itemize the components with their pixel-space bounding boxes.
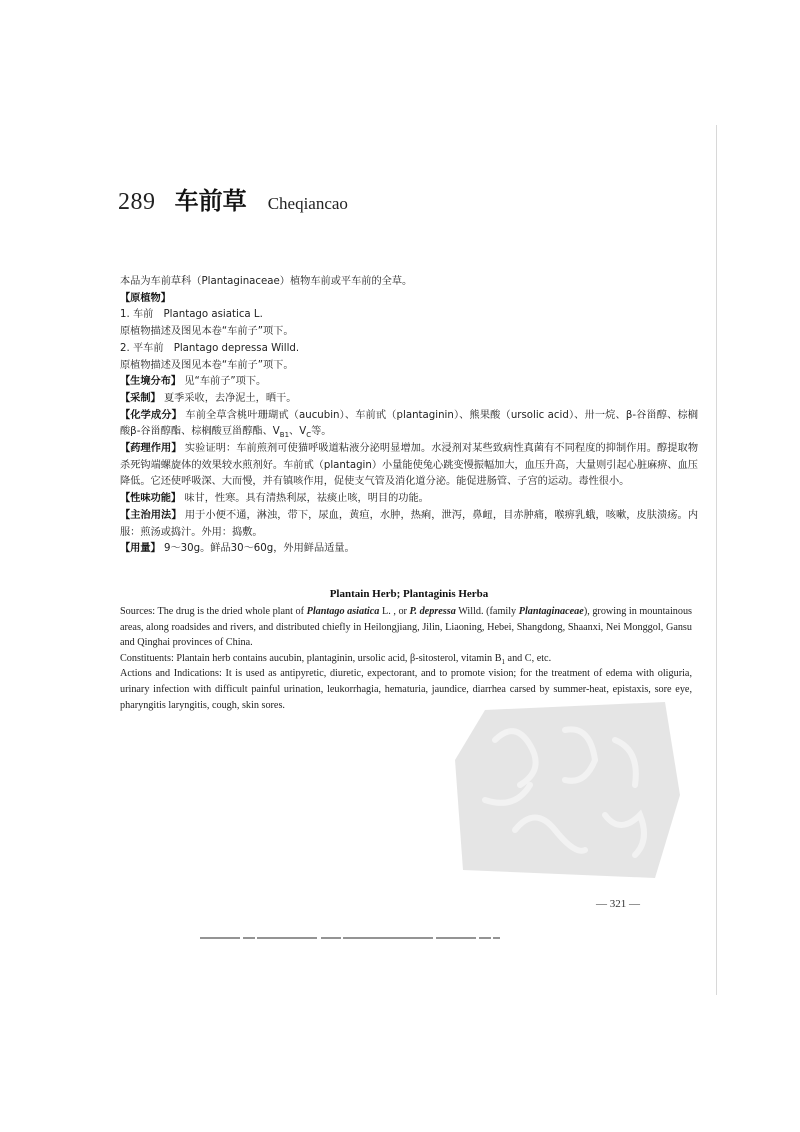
scan-artifact-line xyxy=(200,935,500,941)
sources-text-4: ), growing in mountainous areas, along roadsides and rivers, and distributed chiefly in Heilongjiang, Jilin, Liaoning, Hebei, Shangdong, Shaanxi, Nei Monggol, Gansu and Qinghai provinces of China. xyxy=(120,606,693,649)
section-heading-nature: 【性味功能】 xyxy=(120,493,182,505)
chemistry-subscript-b1: B1 xyxy=(279,431,290,440)
nature-text: 味甘，性寒。具有清热利尿，祛痰止咳，明目的功能。 xyxy=(184,493,429,505)
entry-title-chinese: 车前草 xyxy=(174,187,247,215)
seal-stamp-image xyxy=(455,700,685,880)
chemistry-text-end: 等。 xyxy=(311,426,332,438)
entry-title-pinyin: Cheqiancao xyxy=(267,194,348,213)
section-indications xyxy=(120,508,698,541)
section-heading-pharmacology: 【药理作用】 xyxy=(120,443,182,455)
harvest-text: 夏季采收，去净泥土，晒干。 xyxy=(164,392,297,404)
section-heading-plant: 【原植物】 xyxy=(120,292,171,304)
sources-text-2: L. , or xyxy=(379,606,410,617)
section-heading-indications: 【主治用法】 xyxy=(120,509,182,521)
section-heading-harvest: 【采制】 xyxy=(120,392,161,404)
plant-2-description: 原植物描述及图见本卷“车前子”项下。 xyxy=(120,359,294,371)
family-name: Plantaginaceae xyxy=(518,606,584,617)
constituents-text: Constituents: Plantain herb contains aucubin, plantaginin, ursolic acid, β-sitosterol, vitamin B xyxy=(120,652,502,664)
constituents-text-end: and C, etc. xyxy=(505,652,552,664)
entry-title xyxy=(118,181,348,216)
chemistry-subscript-c: C xyxy=(306,431,312,440)
chemistry-text: 车前全草含桃叶珊瑚甙（aucubin）、车前甙（plantaginin）、熊果酸（ursolic acid）、卅一烷、β-谷甾醇、棕榈酸β-谷甾醇酯、棕榈酸豆甾醇酯、V xyxy=(120,409,698,438)
english-sources xyxy=(120,604,692,651)
section-nature xyxy=(120,491,698,508)
english-actions: Actions and Indications: It is used as antipyretic, diuretic, expectorant, and to promote vision; for the treatment of edema with oliguria, urinary infection with difficult painful urination, leukorrhagia, hematuria, jaundice, diarrhea carsed by summer-heat, epistaxis, sore eye, pharyngitis laryngitis, cough, skin sores. xyxy=(120,668,692,711)
plant-2-name: 2. 平车前 Plantago depressa Willd. xyxy=(120,342,300,354)
english-constituents xyxy=(120,651,692,667)
section-heading-dosage: 【用量】 xyxy=(120,543,161,555)
section-chemistry xyxy=(120,408,698,441)
species-name-1: Plantago asiatica xyxy=(306,606,380,617)
section-heading-habitat: 【生境分布】 xyxy=(120,376,182,388)
plant-1-name: 1. 车前 Plantago asiatica L. xyxy=(120,309,263,321)
section-habitat xyxy=(120,374,698,391)
sources-text-3: Willd. (family xyxy=(455,606,519,617)
constituents-subscript: 1 xyxy=(501,657,505,666)
english-text-block xyxy=(120,604,692,713)
entry-number: 289 xyxy=(118,189,156,215)
plant-1-description: 原植物描述及图见本卷“车前子”项下。 xyxy=(120,326,294,338)
habitat-text: 见“车前子”项下。 xyxy=(184,376,267,388)
page-number: — 321 — xyxy=(596,898,640,910)
section-heading-chemistry: 【化学成分】 xyxy=(120,409,182,421)
indications-text: 用于小便不通，淋浊，带下，尿血，黄疸，水肿，热痢，泄泻，鼻衄，目赤肿痛，喉痹乳蛾，咳嗽，皮肤溃疡。内服：煎汤或捣汁。外用：捣敷。 xyxy=(120,509,699,538)
english-heading: Plantain Herb; Plantaginis Herba xyxy=(329,588,489,600)
species-name-2: P. depressa xyxy=(409,606,456,617)
section-harvest xyxy=(120,391,698,408)
intro-line: 本品为车前草科（Plantaginaceae）植物车前或平车前的全草。 xyxy=(120,276,413,287)
dosage-text: 9～30g。鲜品30～60g，外用鲜品适量。 xyxy=(164,543,355,555)
pharmacology-text: 实验证明：车前煎剂可使猫呼吸道粘液分泌明显增加。水浸剂对某些致病性真菌有不同程度的抑制作用。醇提取物杀死钩端螺旋体的效果较水煎剂好。车前甙（plantagin）小量能使兔心跳变慢振幅加大，血压升高，大量则引起心脏麻痹、血压降低。它还使呼吸深、大而慢，并有镇咳作用，促使支气管及消化道分泌。能促进肠管、子宫的运动。毒性很小。 xyxy=(120,443,699,488)
page-edge-line xyxy=(716,125,717,995)
chemistry-text-mid: 、V xyxy=(289,426,307,438)
sources-text: Sources: The drug is the dried whole plant of xyxy=(120,606,307,617)
chinese-text-block xyxy=(120,274,698,558)
section-dosage xyxy=(120,541,698,558)
section-pharmacology xyxy=(120,441,698,491)
